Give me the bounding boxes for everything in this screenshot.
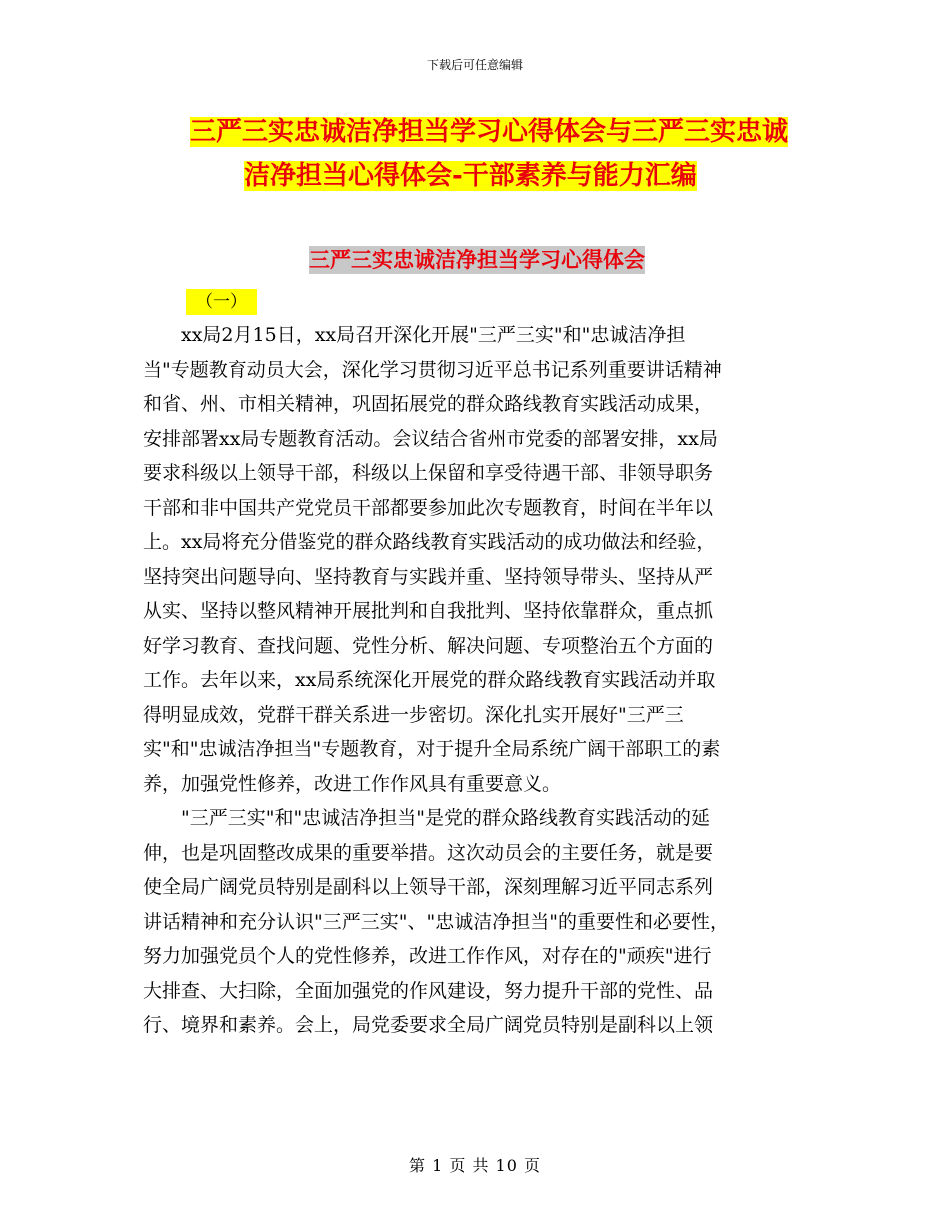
- title-line-2-text: 洁净担当心得体会-干部素养与能力汇编: [244, 161, 697, 191]
- body-line: 工作。去年以来，xx局系统深化开展党的群众路线教育实践活动并取: [143, 669, 716, 691]
- body-line: 行、境界和素养。会上，局党委要求全局广阔党员特别是副科以上领: [143, 1014, 714, 1036]
- body-line: 干部和非中国共产党党员干部都要参加此次专题教育，时间在半年以: [143, 496, 714, 519]
- title-line-1: [190, 110, 830, 154]
- title-line-1-text: 三严三实忠诚洁净担当学习心得体会与三严三实忠诚: [190, 117, 789, 147]
- body-line: 要求科级以上领导干部，科级以上保留和享受待遇干部、非领导职务: [143, 462, 714, 484]
- body-line: 养，加强党性修养，改进工作作风具有重要意义。: [143, 772, 562, 795]
- body-line: 好学习教育、查找问题、党性分析、解决问题、专项整治五个方面的: [143, 634, 714, 657]
- body-line: "三严三实"和"忠诚洁净担当"是党的群众路线教育实践活动的延: [143, 807, 710, 829]
- body-paragraphs: [143, 318, 813, 1043]
- body-line: 讲话精神和充分认识"三严三实"、"忠诚洁净担当"的重要性和必要性，: [143, 910, 729, 933]
- body-line: xx局2月15日，xx局召开深化开展"三严三实"和"忠诚洁净担: [143, 324, 686, 346]
- body-line: 坚持突出问题导向、坚持教育与实践并重、坚持领导带头、坚持从严: [143, 565, 714, 588]
- body-line: 安排部署xx局专题教育活动。会议结合省州市党委的部署安排，xx局: [143, 427, 718, 450]
- section-marker: （一）: [186, 289, 257, 315]
- body-line: 得明显成效，党群干群关系进一步密切。深化扎实开展好"三严三: [143, 703, 684, 726]
- section-heading: 三严三实忠诚洁净担当学习心得体会: [309, 247, 645, 272]
- body-line: 和省、州、市相关精神，巩固拓展党的群众路线教育实践活动成果，: [143, 393, 714, 415]
- title-line-2: [190, 154, 830, 198]
- body-line: 实"和"忠诚洁净担当"专题教育，对于提升全局系统广阔干部职工的素: [143, 738, 721, 760]
- body-line: 当"专题教育动员大会，深化学习贯彻习近平总书记系列重要讲话精神: [143, 358, 722, 381]
- body-line: 从实、坚持以整风精神开展批判和自我批判、坚持依靠群众，重点抓: [143, 600, 714, 622]
- body-line: 上。xx局将充分借鉴党的群众路线教育实践活动的成功做法和经验，: [143, 531, 716, 553]
- body-line: 大排查、大扫除，全面加强党的作风建设，努力提升干部的党性、品: [143, 979, 714, 1002]
- body-line: 使全局广阔党员特别是副科以上领导干部，深刻理解习近平同志系列: [143, 876, 714, 898]
- document-title: [190, 110, 830, 198]
- header-note: 下载后可任意编辑: [426, 58, 523, 72]
- body-line: 努力加强党员个人的党性修养，改进工作作风，对存在的"顽疾"进行: [143, 945, 712, 967]
- page-number-footer: 第 1 页 共 10 页: [409, 1156, 541, 1175]
- body-line: 伸，也是巩固整改成果的重要举措。这次动员会的主要任务，就是要: [143, 841, 714, 864]
